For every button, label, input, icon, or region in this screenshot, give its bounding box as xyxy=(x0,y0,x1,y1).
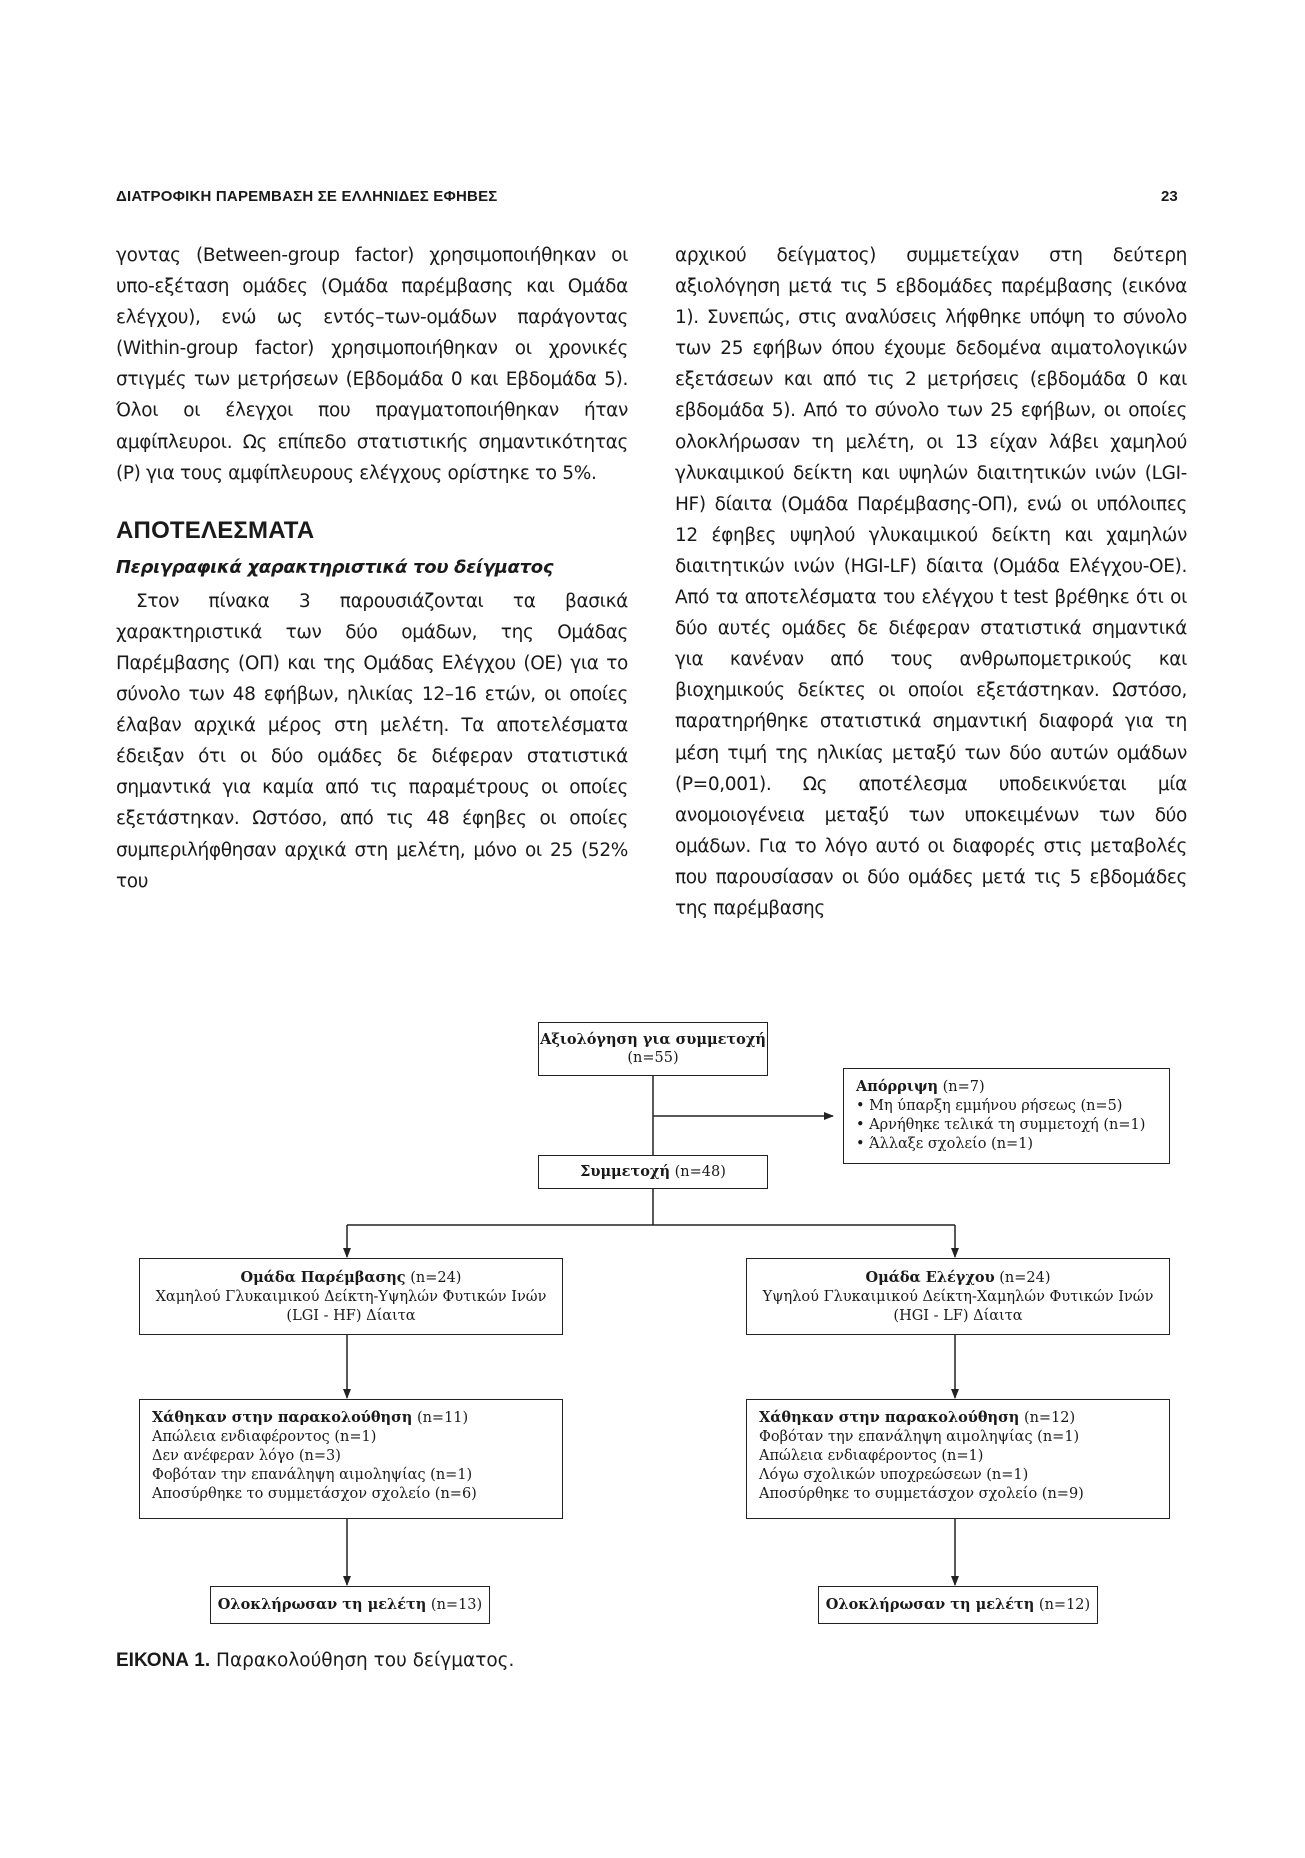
lost-right-item: Αποσύρθηκε το συμμετάσχον σχολείο (n=9) xyxy=(759,1486,1084,1502)
lost-right-item: Απώλεια ενδιαφέροντος (n=1) xyxy=(759,1448,984,1464)
box-intervention-group xyxy=(139,1258,563,1335)
box-completed-right xyxy=(818,1586,1098,1624)
control-count: (n=24) xyxy=(999,1269,1051,1286)
assessment-count: (n=55) xyxy=(627,1050,679,1066)
intervention-line3: (LGI - HF) Δίαιτα xyxy=(286,1307,416,1324)
running-title: ΔΙΑΤΡΟΦΙΚΗ ΠΑΡΕΜΒΑΣΗ ΣΕ ΕΛΛΗΝΙΔΕΣ ΕΦΗΒΕΣ xyxy=(116,188,498,205)
figure-caption xyxy=(116,1650,514,1672)
box-assessment xyxy=(538,1022,768,1076)
figure-caption-text: Παρακολούθηση του δείγματος. xyxy=(216,1650,515,1671)
left-paragraph-2: Στον πίνακα 3 παρουσιάζονται τα βασικά χαρακτηριστικά των δύο ομάδων, της Ομάδας Παρέμβασης (ΟΠ) και της Ομάδας Ελέγχου (ΟΕ) για το σύνολο των 48 εφήβων, ηλικίας 12–16 ετών, οι οποίες έλαβαν αρχικά μέρος στη μελέτη. Τα αποτελέσματα έδειξαν ότι οι δύο ομάδες δε διέφεραν στατιστικά σημαντικά για καμία από τις παραμέτρους οι οποίες εξετάστηκαν. Ωστόσο, από τις 48 έφηβες οι οποίες συμπεριλήφθησαν αρχικά στη μελέτη, μόνο οι 25 (52% του xyxy=(116,590,628,892)
figure-caption-label: ΕΙΚΟΝΑ 1. xyxy=(116,1650,211,1671)
intervention-line2: Χαμηλού Γλυκαιμικού Δείκτη-Υψηλών Φυτικών Ινών xyxy=(155,1288,547,1305)
lost-left-item: Φοβόταν την επανάληψη αιμοληψίας (n=1) xyxy=(152,1467,473,1483)
page-number: 23 xyxy=(1161,188,1178,205)
lost-left-item: Δεν ανέφεραν λόγο (n=3) xyxy=(152,1448,341,1464)
rejection-count: (n=7) xyxy=(942,1079,985,1095)
lost-right-item: Λόγω σχολικών υποχρεώσεων (n=1) xyxy=(759,1467,1029,1483)
section-heading-results: ΑΠΟΤΕΛΕΣΜΑΤΑ xyxy=(116,516,315,544)
box-rejection xyxy=(843,1068,1170,1164)
box-lost-left xyxy=(139,1399,563,1519)
box-participation xyxy=(538,1155,768,1189)
box-lost-right xyxy=(746,1399,1170,1519)
lost-right-count: (n=12) xyxy=(1023,1410,1076,1426)
intervention-title: Ομάδα Παρέμβασης xyxy=(240,1268,406,1286)
control-line2: Υψηλού Γλυκαιμικού Δείκτη-Χαμηλών Φυτικών Ινών xyxy=(762,1288,1154,1305)
participation-count: (n=48) xyxy=(674,1164,726,1180)
lost-right-item: Φοβόταν την επανάληψη αιμοληψίας (n=1) xyxy=(759,1429,1080,1445)
lost-right-title: Χάθηκαν στην παρακολούθηση xyxy=(759,1409,1020,1426)
completed-left-title: Ολοκλήρωσαν τη μελέτη xyxy=(217,1596,427,1613)
left-paragraph-1: γοντας (Between-group factor) χρησιμοποιήθηκαν οι υπο-εξέταση ομάδες (Ομάδα παρέμβασης και Ομάδα ελέγχου), ενώ ως εντός–των-ομάδων παράγοντας (Within-group factor) χρησιμοποιήθηκαν οι χρονικές στιγμές των μετρήσεων (Εβδομάδα 0 και Εβδομάδα 5). Όλοι οι έλεγχοι που πραγματοποιήθηκαν ήταν αμφίπλευροι. Ως επίπεδο στατιστικής σημαντικότητας (P) για τους αμφίπλευρους ελέγχους ορίστηκε το 5%. xyxy=(116,245,628,484)
box-control-group xyxy=(746,1258,1170,1335)
rejection-item: • Αρνήθηκε τελικά τη συμμετοχή (n=1) xyxy=(856,1117,1146,1133)
lost-left-item: Αποσύρθηκε το συμμετάσχον σχολείο (n=6) xyxy=(152,1486,477,1502)
control-line3: (HGI - LF) Δίαιτα xyxy=(893,1307,1023,1324)
control-title: Ομάδα Ελέγχου xyxy=(865,1268,995,1286)
lost-left-count: (n=11) xyxy=(416,1410,469,1426)
participation-title: Συμμετοχή xyxy=(580,1163,670,1180)
completed-right-count: (n=12) xyxy=(1038,1597,1091,1613)
completed-right-title: Ολοκλήρωσαν τη μελέτη xyxy=(825,1596,1035,1613)
box-completed-left xyxy=(210,1586,490,1624)
completed-left-count: (n=13) xyxy=(430,1597,483,1613)
right-paragraph-1: αρχικού δείγματος) συμμετείχαν στη δεύτερη αξιολόγηση μετά τις 5 εβδομάδες παρέμβασης (εικόνα 1). Συνεπώς, στις αναλύσεις λήφθηκε υπόψη το σύνολο των 25 εφήβων όπου έχουμε δεδομένα αιματολογικών εξετάσεων και από τις 2 μετρήσεις (εβδομάδα 0 και εβδομάδα 5). Από το σύνολο των 25 εφήβων, οι οποίες ολοκλήρωσαν τη μελέτη, οι 13 είχαν λάβει χαμηλού γλυκαιμικού δείκτη και υψηλών διαιτητικών ινών (LGI-HF) δίαιτα (Ομάδα Παρέμβασης-ΟΠ), ενώ οι υπόλοιπες 12 έφηβες υψηλού γλυκαιμικού δείκτη και χαμηλών διαιτητικών ινών (HGI-LF) δίαιτα (Ομάδα Ελέγχου-ΟΕ). Από τα αποτελέσματα του ελέγχου t test βρέθηκε ότι οι δύο αυτές ομάδες δε διέφεραν στατιστικά σημαντικά για κανέναν από τους ανθρωπομετρικούς και βιοχημικούς δείκτες οι οποίοι εξετάστηκαν. Ωστόσο, παρατηρήθηκε στατιστικά σημαντική διαφορά για τη μέση τιμή της ηλικίας μεταξύ των δύο αυτών ομάδων (P=0,001). Ως αποτέλεσμα υποδεικνύεται μία ανομοιογένεια μεταξύ των υποκειμένων των δύο ομάδων. Για το λόγο αυτό οι διαφορές στις μεταβολές που παρουσίασαν οι δύο ομάδες μετά τις 5 εβδομάδες της παρέμβασης xyxy=(675,245,1187,919)
intervention-count: (n=24) xyxy=(410,1269,462,1286)
rejection-title: Απόρριψη xyxy=(856,1078,939,1095)
lost-left-item: Απώλεια ενδιαφέροντος (n=1) xyxy=(152,1429,377,1445)
subsection-heading: Περιγραφικά χαρακτηριστικά του δείγματος xyxy=(116,556,554,578)
rejection-item: • Μη ύπαρξη εμμήνου ρήσεως (n=5) xyxy=(856,1098,1123,1114)
assessment-title: Αξιολόγηση για συμμετοχή xyxy=(540,1031,766,1048)
lost-left-title: Χάθηκαν στην παρακολούθηση xyxy=(152,1409,413,1426)
rejection-item: • Άλλαξε σχολείο (n=1) xyxy=(856,1136,1034,1152)
